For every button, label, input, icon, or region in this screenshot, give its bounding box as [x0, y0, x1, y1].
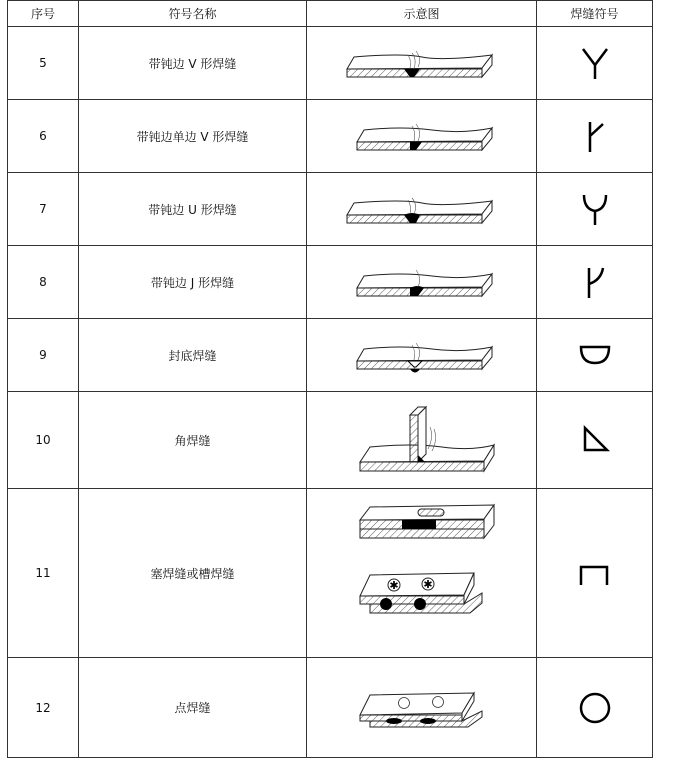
row-name: 带钝边 V 形焊缝 — [79, 27, 307, 100]
table-row — [8, 392, 653, 489]
row-number: 10 — [8, 392, 79, 489]
half-y-symbol-icon — [537, 100, 653, 173]
table-row — [8, 27, 653, 100]
row-name: 点焊缝 — [79, 658, 307, 758]
u-groove-diagram — [307, 173, 537, 246]
row-number: 12 — [8, 658, 79, 758]
table-row — [8, 489, 653, 658]
row-number: 6 — [8, 100, 79, 173]
half-circle-symbol-icon — [537, 319, 653, 392]
weld-symbol-table — [7, 0, 653, 758]
row-name: 角焊缝 — [79, 392, 307, 489]
row-name: 封底焊缝 — [79, 319, 307, 392]
row-name: 带钝边单边 V 形焊缝 — [79, 100, 307, 173]
row-name: 塞焊缝或槽焊缝 — [79, 489, 307, 658]
circle-symbol-icon — [537, 658, 653, 758]
table-row — [8, 246, 653, 319]
row-name: 带钝边 J 形焊缝 — [79, 246, 307, 319]
v-groove-diagram — [307, 27, 537, 100]
backing-run-diagram — [307, 319, 537, 392]
spot-weld-diagram — [307, 658, 537, 758]
header-symbol: 焊缝符号 — [537, 1, 653, 27]
y-symbol-icon — [537, 27, 653, 100]
row-number: 5 — [8, 27, 79, 100]
row-number: 9 — [8, 319, 79, 392]
j-groove-diagram — [307, 246, 537, 319]
table-row — [8, 319, 653, 392]
table-row — [8, 173, 653, 246]
triangle-symbol-icon — [537, 392, 653, 489]
header-no: 序号 — [8, 1, 79, 27]
table-row — [8, 100, 653, 173]
row-number: 11 — [8, 489, 79, 658]
svg-text:✱: ✱ — [422, 578, 433, 591]
row-number: 8 — [8, 246, 79, 319]
row-name: 带钝边 U 形焊缝 — [79, 173, 307, 246]
table-row — [8, 658, 653, 758]
svg-text:✱: ✱ — [388, 579, 399, 592]
u-y-symbol-icon — [537, 173, 653, 246]
header-name: 符号名称 — [79, 1, 307, 27]
table-header-row — [8, 1, 653, 27]
header-diagram: 示意图 — [307, 1, 537, 27]
j-symbol-icon — [537, 246, 653, 319]
single-bevel-diagram — [307, 100, 537, 173]
row-number: 7 — [8, 173, 79, 246]
fillet-weld-diagram — [307, 392, 537, 489]
plug-slot-weld-diagram — [307, 489, 537, 658]
bracket-symbol-icon — [537, 489, 653, 658]
